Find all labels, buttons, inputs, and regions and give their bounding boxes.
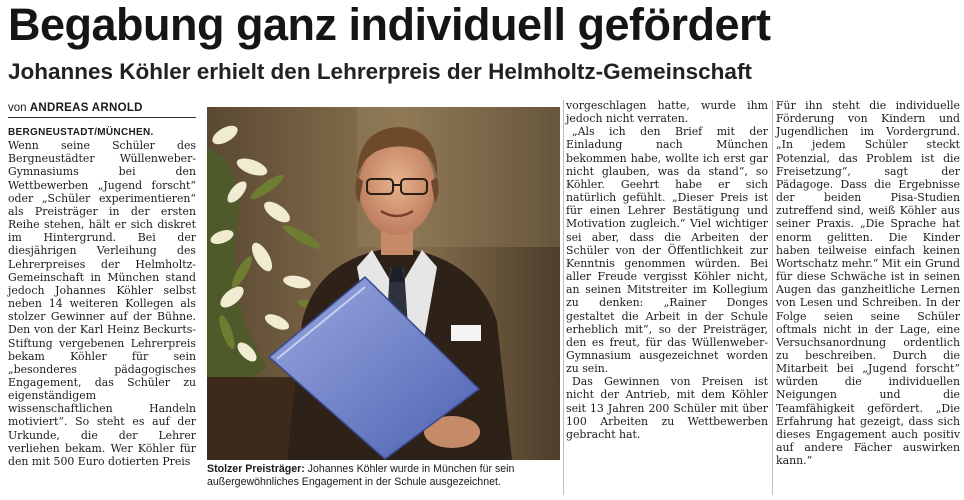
column-rule	[563, 100, 564, 495]
dateline: BERGNEUSTADT/MÜNCHEN.	[8, 127, 154, 138]
article-photo	[207, 107, 560, 460]
paragraph: Das Gewinnen von Preisen ist nicht der Antrieb, mit dem Köhler seit 13 Jahren 200 Schüler mit über 100 Arbeiten zu Wettbewerben gebracht hat.	[566, 375, 768, 441]
name-badge	[451, 325, 481, 341]
paragraph: Für ihn steht die individuelle Förderung von Kindern und Jugendlichen im Vordergrund. „In jedem Schüler steckt Potenzial, das Problem ist die Freisetzung“, sagt der Pädagoge. Dass die Ergebnisse der beiden Pisa-Studien zutreffend sind, weiß Köhler aus seiner Praxis. „Die Sprache hat enorm gelitten. Die Kinder haben teilweise einfach keinen Wortschatz mehr.“ Mit ein Grund für diese Schwäche ist in seinen Augen das ganzheitliche Lernen von Lesen und Schreiben. In der Folge seien seine Schüler oftmals nicht in der Lage, eine Versuchsanordnung ordentlich zu beschreiben. Durch die Mitarbeit bei „Jugend forscht“ würden die individuellen Neigungen und die Teamfähigkeit gefördert. „Die Erfahrung hat gezeigt, dass sich dieses Engagement auch positiv auf andere Fächer auswirken kann.“	[776, 99, 960, 468]
subheadline: Johannes Köhler erhielt den Lehrerpreis der Helmholtz-Gemeinschaft	[8, 59, 752, 84]
caption-text: Johannes Köhler wurde in München für sein außergewöhnliches Engagement in der Schule ausgezeichnet.	[207, 463, 515, 488]
author-name: ANDREAS ARNOLD	[29, 102, 143, 114]
photo-caption	[207, 463, 563, 489]
article-column-1	[8, 126, 196, 468]
article-column-3	[776, 99, 960, 467]
column-rule	[772, 100, 773, 495]
paragraph: „Als ich den Brief mit der Einladung nach München bekommen habe, wollte ich erst gar nicht glauben, was da stand“, so Köhler. Geehrt habe er sich natürlich gefühlt. „Dieser Preis ist für einen Lehrer Bestätigung und Motivation zugleich.“ Viel wichtiger sei aber, dass die Arbeiten der Schüler von der Öffentlichkeit zur Kenntnis genommen würden. Bei aller Freude vergisst Köhler nicht, an seinen Mitstreiter im Kollegium zu denken: „Rainer Donges gestaltet die Arbeit in der Schule erheblich mit“, so der Preisträger, den es freut, für das Wüllenweber-Gymnasium ausgezeichnet worden zu sein.	[566, 125, 768, 376]
article-column-2	[566, 99, 768, 441]
caption-label: Stolzer Preisträger:	[207, 463, 305, 475]
lead-paragraph: Wenn seine Schüler des Bergneustädter Wüllenweber-Gymnasiums bei den Wettbewerben „Jugend forscht“ oder „Schüler experimentieren“ als Preisträger in der ersten Reihe stehen, hält er sich diskret im Hintergrund. Bei der diesjährigen Verleihung des Lehrerpreises der Helmholtz-Gemeinschaft in München stand jedoch Johannes Köhler selbst neben 14 weiteren Kollegen als stolzer Gewinner auf der Bühne. Den von der Karl Heinz Beckurts-Stiftung vergebenen Lehrerpreis bekam Köhler für sein „besonderes pädagogisches Engagement, das Schüler zu eigenständigem wissenschaftlichen Handeln motiviert“. So steht es auf der Urkunde, die der Lehrer verliehen bekam. Wer Köhler für den mit 500 Euro dotierten Preis	[8, 139, 196, 468]
paragraph: vorgeschlagen hatte, wurde ihm jedoch nicht verraten.	[566, 99, 768, 126]
headline: Begabung ganz individuell gefördert	[8, 0, 771, 50]
byline-prefix: von	[8, 102, 27, 114]
byline	[8, 100, 196, 118]
